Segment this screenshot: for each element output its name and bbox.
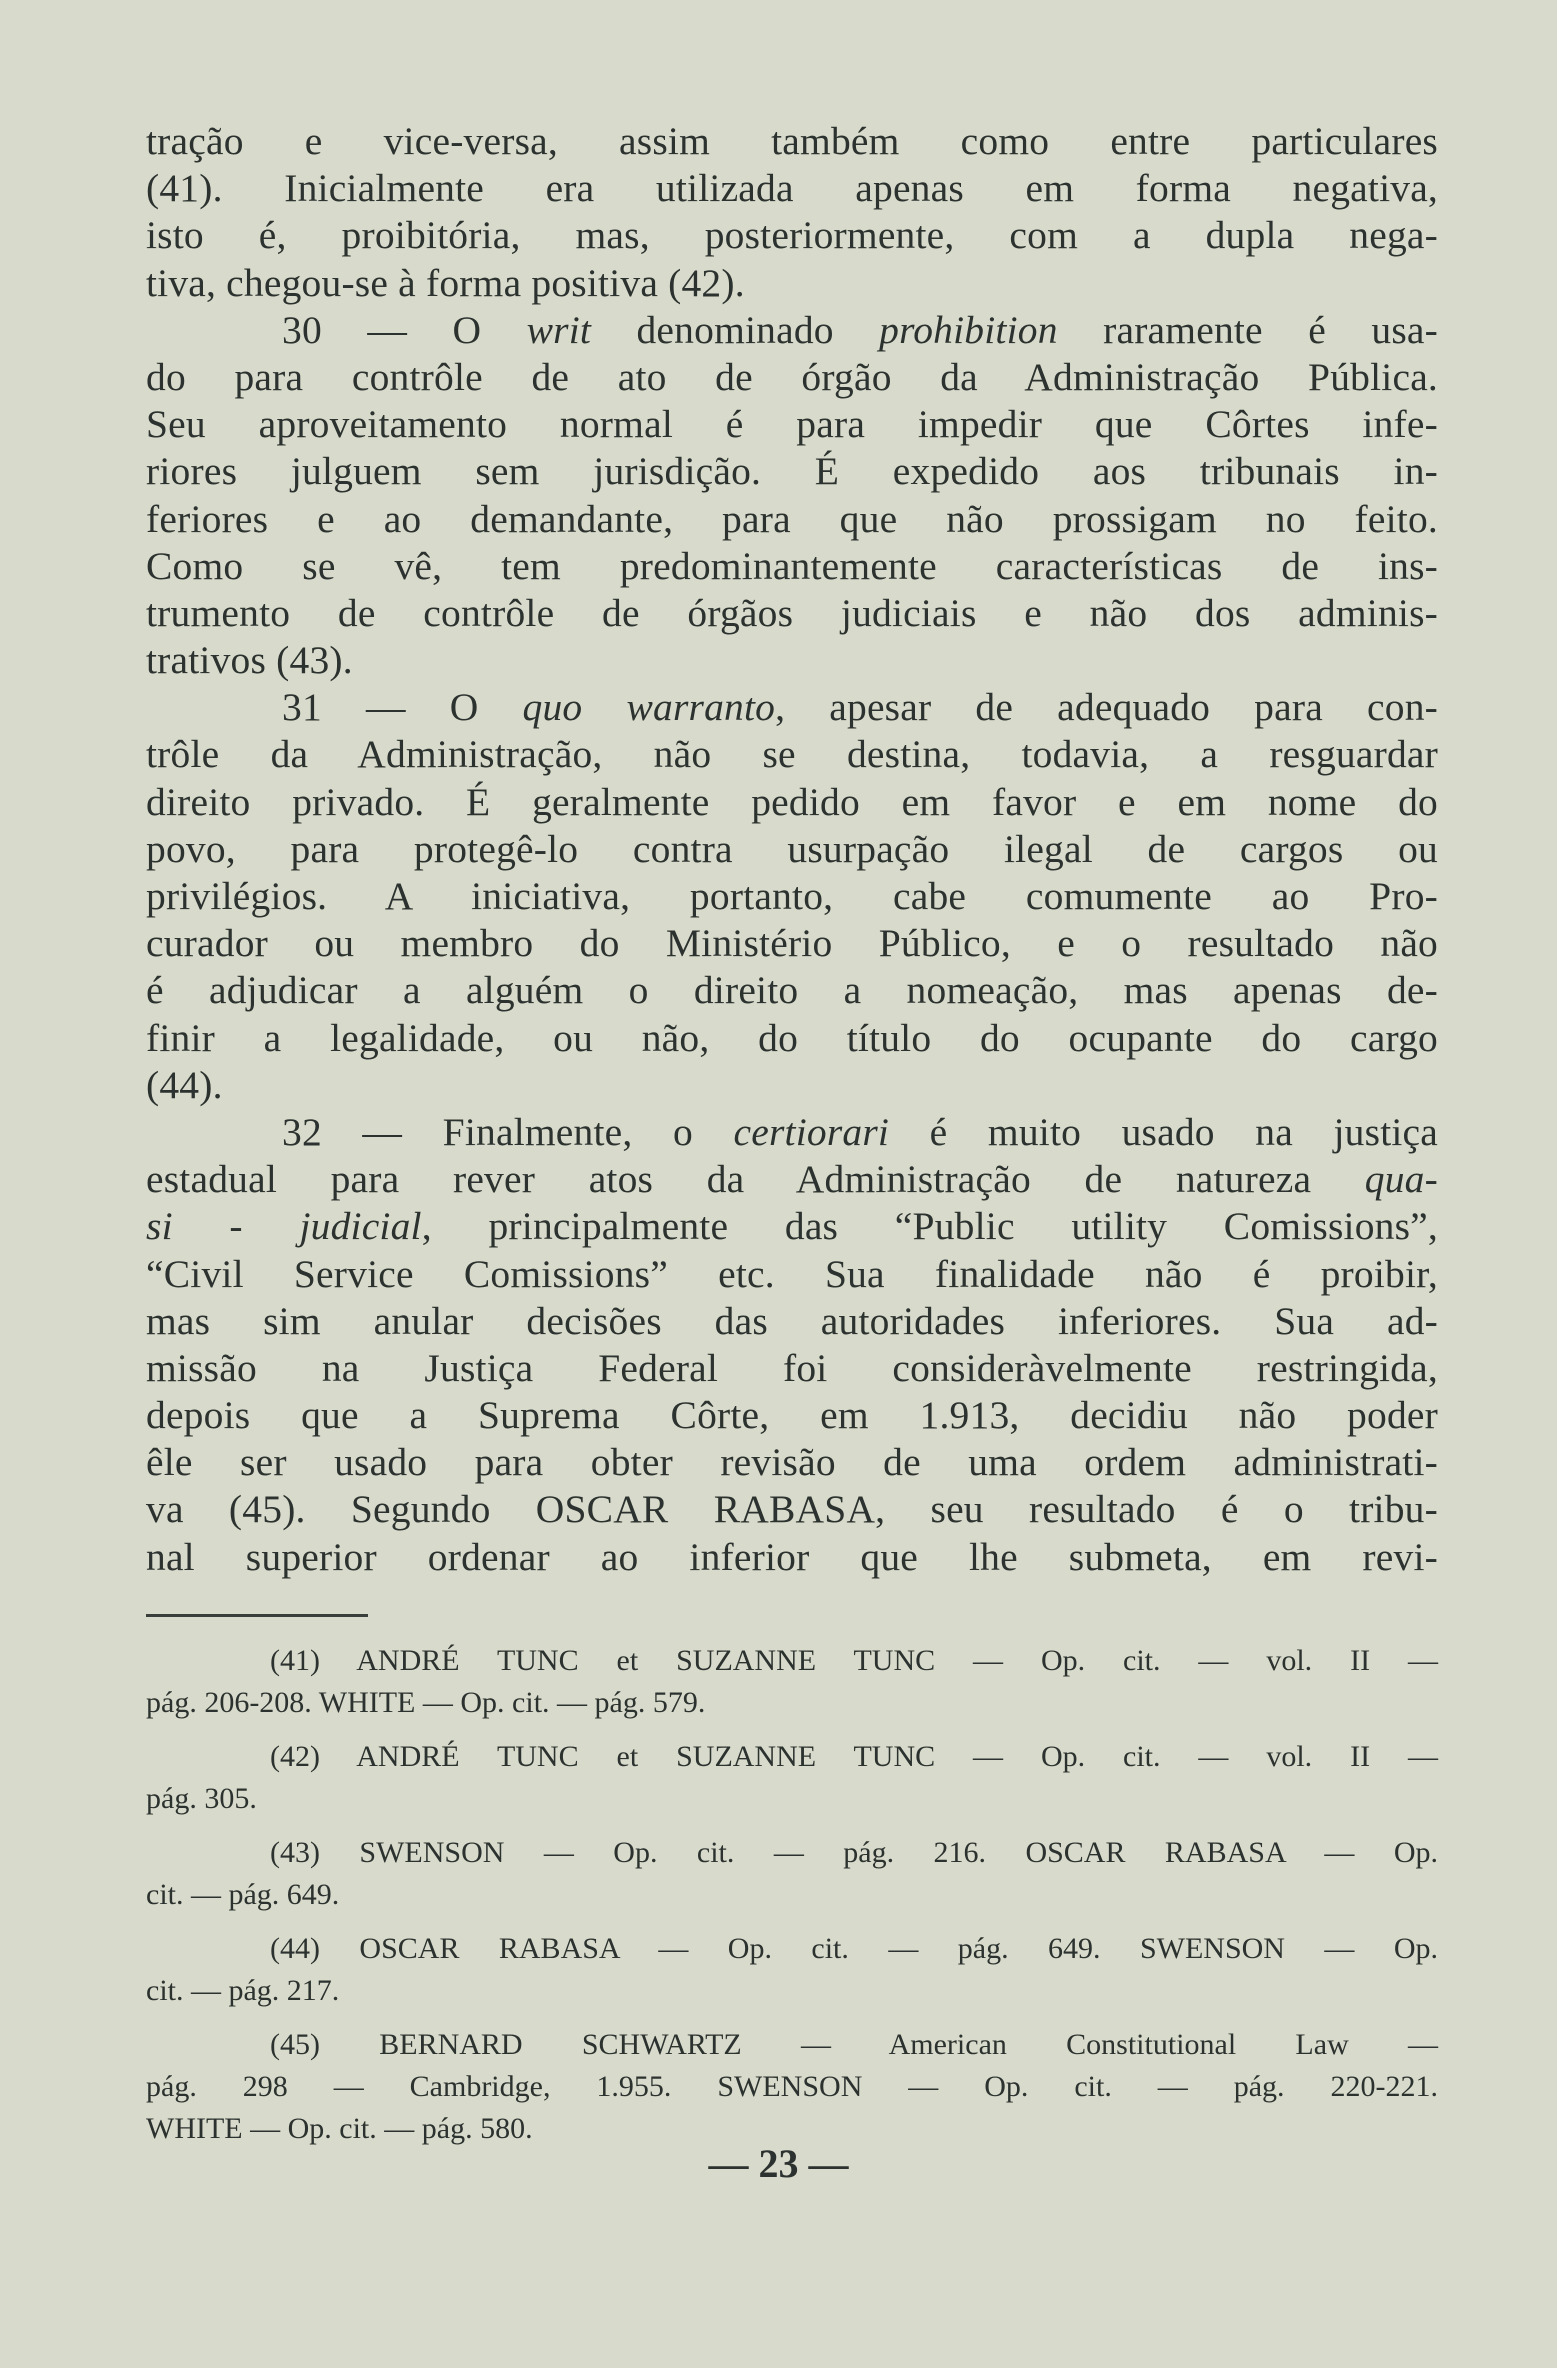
footnote-line: WHITE — Op. cit. — pág. 580. [146, 2112, 533, 2145]
text-segment: êle ser usado para obter revisão de uma ordem administrati- [146, 1440, 1438, 1485]
text-segment: raramente é usa- [1057, 307, 1438, 352]
text-segment: missão na Justiça Federal foi consideràvelmente restringida, [146, 1345, 1438, 1390]
text-segment: trumento de contrôle de órgãos judiciais e não dos adminis- [146, 590, 1438, 635]
text-line [146, 543, 1438, 590]
paragraph-32 [146, 1109, 1438, 1581]
text-line [146, 496, 1438, 543]
footnote-spacer [146, 2012, 1438, 2024]
italic-term: writ [526, 307, 592, 352]
footnote-41 [146, 1640, 1438, 1724]
text-line [146, 1203, 1438, 1250]
text-line [146, 1439, 1438, 1486]
text-segment: (44). [146, 1062, 223, 1107]
footnote-line: pág. 206-208. WHITE — Op. cit. — pág. 579. [146, 1686, 706, 1719]
text-segment: feriores e ao demandante, para que não prossigam no feito. [146, 496, 1438, 541]
text-segment: é muito usado na justiça [889, 1109, 1439, 1154]
text-segment: 32 — Finalmente, o [282, 1109, 734, 1154]
footnote-line: (44) OSCAR RABASA — Op. cit. — pág. 649. SWENSON — Op. [270, 1932, 1438, 1965]
text-line: (41). Inicialmente era utilizada apenas em forma negativa, [146, 166, 1438, 211]
text-segment: estadual para rever atos da Administração de natureza [146, 1157, 1365, 1202]
footnote-line: (42) ANDRÉ TUNC et SUZANNE TUNC — Op. cit. — vol. II — [270, 1740, 1438, 1773]
text-segment: Como se vê, tem predominantemente características de ins- [146, 543, 1438, 588]
paragraph-continuation [146, 118, 1438, 307]
text-line: tiva, chegou-se à forma positiva (42). [146, 260, 745, 305]
text-segment: trôle da Administração, não se destina, todavia, a resguardar [146, 732, 1438, 777]
footnote-43 [146, 1832, 1438, 1916]
text-line [146, 731, 1438, 778]
text-line [146, 637, 1438, 684]
text-line [146, 590, 1438, 637]
footnote-line: pág. 305. [146, 1782, 257, 1815]
text-line [146, 920, 1438, 967]
text-segment: povo, para protegê-lo contra usurpação ilegal de cargos ou [146, 826, 1438, 871]
text-segment: 31 — O [282, 685, 523, 730]
text-segment: denominado [591, 307, 880, 352]
footnote-spacer [146, 1820, 1438, 1832]
text-line: tração e vice-versa, assim também como entre particulares [146, 119, 1438, 163]
text-segment: é adjudicar a alguém o direito a nomeação, mas apenas de- [146, 968, 1438, 1013]
text-segment: curador ou membro do Ministério Público, e o resultado não [146, 921, 1438, 966]
text-segment: riores julguem sem jurisdição. É expedido aos tribunais in- [146, 449, 1438, 494]
text-line [146, 1298, 1438, 1345]
footnote-line: pág. 298 — Cambridge, 1.955. SWENSON — Op. cit. — pág. 220-221. [146, 2070, 1438, 2103]
text-line [146, 1534, 1438, 1581]
footnote-line: cit. — pág. 649. [146, 1878, 340, 1911]
text-line [146, 1345, 1438, 1392]
text-segment: 30 — O [282, 307, 527, 352]
text-segment: do para contrôle de ato de órgão da Administração Pública. [146, 354, 1438, 399]
text-segment: va (45). Segundo OSCAR RABASA, seu resultado é o tribu- [146, 1487, 1438, 1532]
text-segment: , apesar de adequado para con- [775, 685, 1438, 730]
text-line [146, 967, 1438, 1014]
text-segment: mas sim anular decisões das autoridades inferiores. Sua ad- [146, 1298, 1438, 1343]
footnote-line: (45) BERNARD SCHWARTZ — American Constitutional Law — [270, 2028, 1438, 2061]
footnote-separator [146, 1614, 368, 1617]
footnotes [146, 1640, 1438, 2150]
footnote-line: (41) ANDRÉ TUNC et SUZANNE TUNC — Op. cit. — vol. II — [270, 1644, 1438, 1677]
footnote-spacer [146, 1916, 1438, 1928]
text-line [146, 307, 1438, 354]
footnote-spacer [146, 1724, 1438, 1736]
text-segment: depois que a Suprema Côrte, em 1.913, decidiu não poder [146, 1393, 1438, 1438]
text-line [146, 354, 1438, 401]
italic-term: certiorari [733, 1109, 890, 1154]
text-segment: , principalmente das “Public utility Comissions”, [421, 1204, 1438, 1249]
italic-term: qua- [1364, 1157, 1438, 1202]
italic-term: si - judicial [146, 1204, 422, 1249]
paragraph-31 [146, 684, 1438, 1109]
text-line [146, 1109, 1438, 1156]
text-segment: nal superior ordenar ao inferior que lhe submeta, em revi- [146, 1534, 1438, 1579]
text-line [146, 779, 1438, 826]
page-number: — 23 — [708, 2141, 849, 2186]
text-segment: trativos (43). [146, 638, 353, 683]
italic-term: prohibition [879, 307, 1058, 352]
text-line [146, 1486, 1438, 1533]
footnote-42 [146, 1736, 1438, 1820]
text-line [146, 1251, 1438, 1298]
text-line [146, 684, 1438, 731]
text-line: isto é, proibitória, mas, posteriormente, com a dupla nega- [146, 213, 1438, 258]
text-segment: “Civil Service Comissions” etc. Sua finalidade não é proibir, [146, 1251, 1438, 1296]
text-line [146, 826, 1438, 873]
text-line [146, 401, 1438, 448]
text-line [146, 1015, 1438, 1062]
text-line [146, 1392, 1438, 1439]
footnote-45 [146, 2024, 1438, 2150]
text-segment: Seu aproveitamento normal é para impedir que Côrtes infe- [146, 402, 1438, 447]
footnote-44 [146, 1928, 1438, 2012]
italic-term: quo warranto [522, 685, 776, 730]
footnote-line: cit. — pág. 217. [146, 1974, 340, 2007]
text-line [146, 1156, 1438, 1203]
text-line [146, 1062, 1438, 1109]
main-text [146, 118, 1438, 1581]
text-segment: privilégios. A iniciativa, portanto, cabe comumente ao Pro- [146, 874, 1438, 918]
text-line [146, 873, 1438, 920]
paragraph-30 [146, 307, 1438, 685]
text-segment: direito privado. É geralmente pedido em favor e em nome do [146, 779, 1438, 824]
text-line [146, 448, 1438, 495]
footnote-line: (43) SWENSON — Op. cit. — pág. 216. OSCAR RABASA — Op. [270, 1836, 1438, 1869]
text-segment: finir a legalidade, ou não, do título do ocupante do cargo [146, 1015, 1438, 1060]
